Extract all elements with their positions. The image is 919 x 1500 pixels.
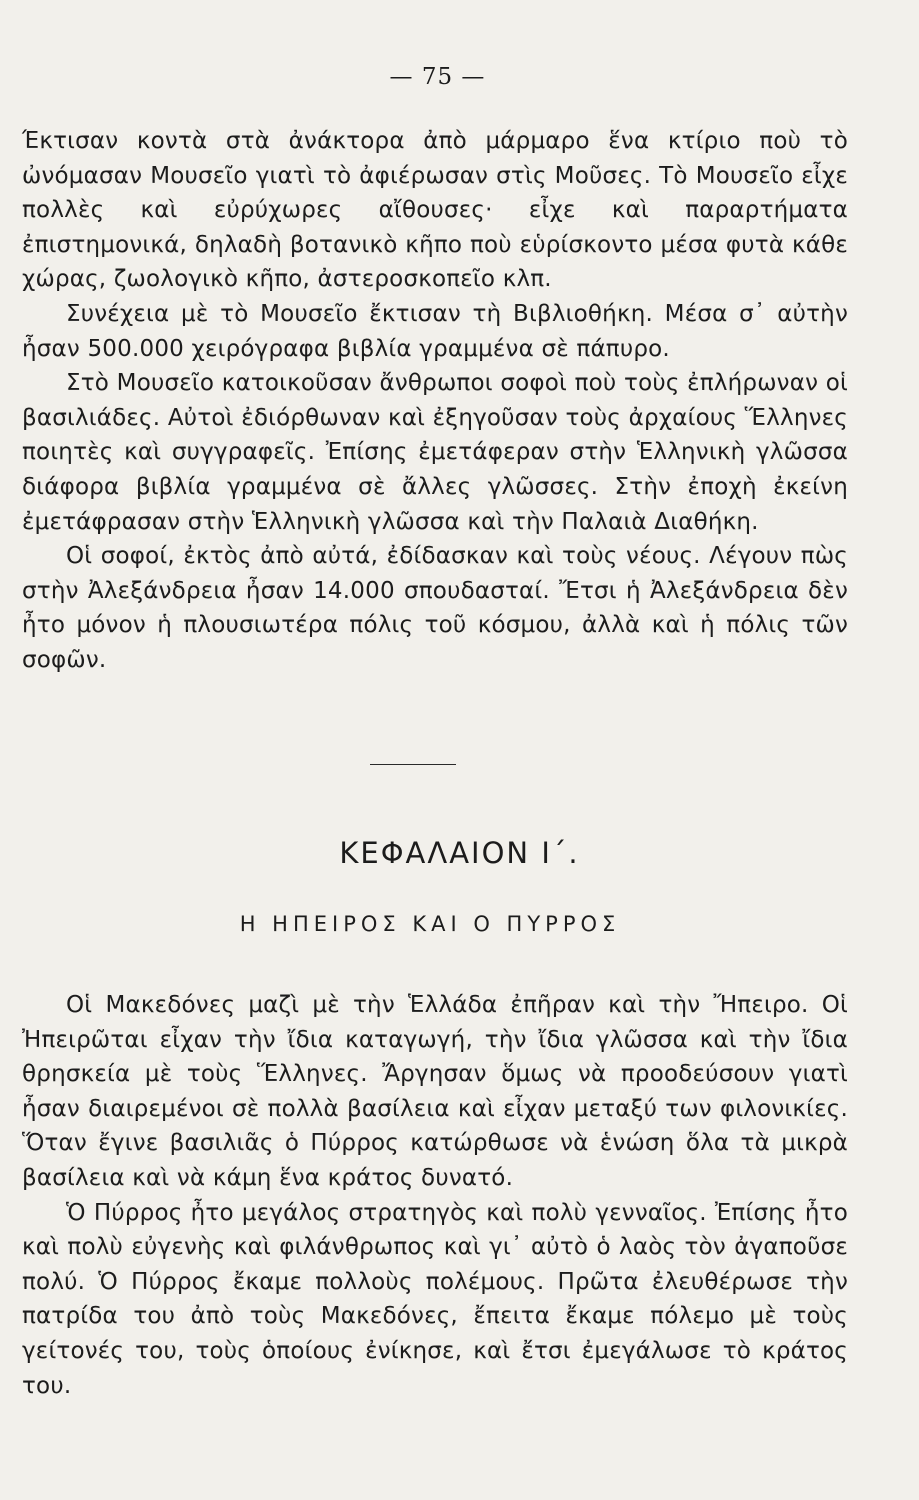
- paragraph: Συνέχεια μὲ τὸ Μουσεῖο ἔκτισαν τὴ Βιβλιοθήκη. Μέσα σ᾿ αὐτὴν ἦσαν 500.000 χειρόγραφα βιβλία γραμμένα σὲ πάπυρο.: [22, 300, 848, 362]
- museum-text-block: [22, 124, 848, 678]
- page-number: — 75 —: [389, 64, 486, 90]
- section-divider: [370, 764, 456, 765]
- chapter-title: ΚΕΦΑΛΑΙΟΝ Ι΄.: [339, 836, 580, 870]
- paragraph: Έκτισαν κοντὰ στὰ ἀνάκτορα ἀπὸ μάρμαρο ἕνα κτίριο ποὺ τὸ ὠνόμασαν Μουσεῖο γιατὶ τὸ ἀφιέρωσαν στὶς Μοῦσες. Τὸ Μουσεῖο εἶχε πολλὲς καὶ εὐρύχωρες αἴθουσες· εἶχε καὶ παραρτήματα ἐπιστημονικά, δηλαδὴ βοτανικὸ κῆπο ποὺ εὑρίσκοντο μέσα φυτὰ κάθε χώρας, ζωολογικὸ κῆπο, ἀστεροσκοπεῖο κλπ.: [22, 128, 848, 293]
- paragraph: Οἱ σοφοί, ἐκτὸς ἀπὸ αὐτά, ἐδίδασκαν καὶ τοὺς νέους. Λέγουν πὼς στὴν Ἀλεξάνδρεια ἦσαν 14.000 σπουδασταί. Ἔτσι ἡ Ἀλεξάνδρεια δὲν ἦτο μόνον ἡ πλουσιωτέρα πόλις τοῦ κόσμου, ἀλλὰ καὶ ἡ πόλις τῶν σοφῶν.: [22, 543, 848, 673]
- paragraph: Οἱ Μακεδόνες μαζὶ μὲ τὴν Ἑλλάδα ἐπῆραν καὶ τὴν Ἤπειρο. Οἱ Ἠπειρῶται εἶχαν τὴν ἴδια καταγωγή, τὴν ἴδια γλῶσσα καὶ τὴν ἴδια θρησκεία μὲ τοὺς Ἕλληνες. Ἄργησαν ὅμως νὰ προοδεύσουν γιατὶ ἦσαν διαιρεμένοι σὲ πολλὰ βασίλεια καὶ εἶχαν μεταξύ των φιλονικίες. Ὅταν ἔγινε βασιλιᾶς ὁ Πύρρος κατώρθωσε νὰ ἑνώση ὅλα τὰ μικρὰ βασίλεια καὶ νὰ κάμη ἕνα κράτος δυνατό.: [22, 992, 848, 1191]
- section-title: Η ΗΠΕΙΡΟΣ ΚΑΙ Ο ΠΥΡΡΟΣ: [239, 912, 621, 936]
- epirus-text-block: [22, 988, 848, 1403]
- paragraph: Ὁ Πύρρος ἦτο μεγάλος στρατηγὸς καὶ πολὺ γενναῖος. Ἐπίσης ἦτο καὶ πολὺ εὐγενὴς καὶ φιλάνθρωπος καὶ γι᾿ αὐτὸ ὁ λαὸς τὸν ἀγαποῦσε πολύ. Ὁ Πύρρος ἔκαμε πολλοὺς πολέμους. Πρῶτα ἐλευθέρωσε τὴν πατρίδα του ἀπὸ τοὺς Μακεδόνες, ἔπειτα ἔκαμε πόλεμο μὲ τοὺς γείτονές του, τοὺς ὁποίους ἐνίκησε, καὶ ἔτσι ἐμεγάλωσε τὸ κράτος του.: [22, 1199, 848, 1399]
- paragraph: Στὸ Μουσεῖο κατοικοῦσαν ἄνθρωποι σοφοὶ ποὺ τοὺς ἐπλήρωναν οἱ βασιλιάδες. Αὐτοὶ ἐδιόρθωναν καὶ ἐξηγοῦσαν τοὺς ἀρχαίους Ἕλληνες ποιητὲς καὶ συγγραφεῖς. Ἐπίσης ἐμετάφεραν στὴν Ἑλληνικὴ γλῶσσα διάφορα βιβλία γραμμένα σὲ ἄλλες γλῶσσες. Στὴν ἐποχὴ ἐκείνη ἐμετάφρασαν στὴν Ἑλληνικὴ γλῶσσα καὶ τὴν Παλαιὰ Διαθήκη.: [22, 370, 848, 535]
